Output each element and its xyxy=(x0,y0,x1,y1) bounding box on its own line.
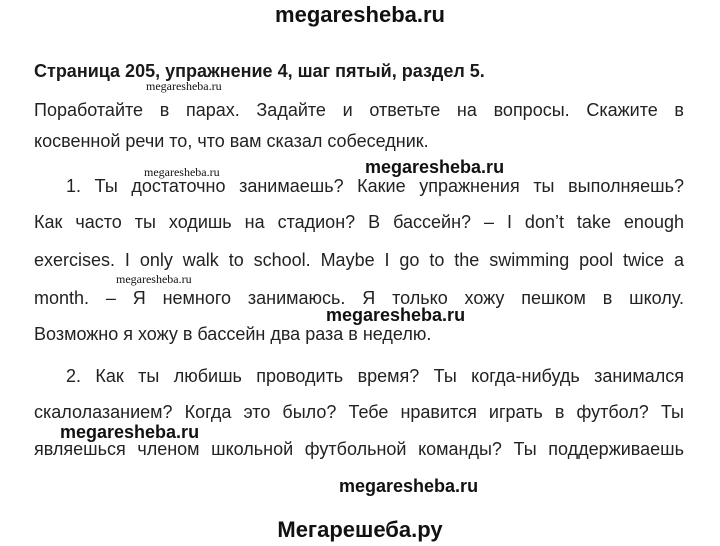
item-1-line-3: exercises. I only walk to school. Maybe I go to the swimming pool twice a xyxy=(34,250,684,270)
watermark-small-3: megaresheba.ru xyxy=(116,272,192,286)
watermark-large-3: megaresheba.ru xyxy=(60,422,200,442)
site-header: megaresheba.ru xyxy=(275,2,445,27)
watermark-large-2: megaresheba.ru xyxy=(326,305,466,325)
watermark-large-1: megaresheba.ru xyxy=(365,157,505,177)
item-2-line-3: являешься членом школьной футбольной команды? Ты поддерживаешь xyxy=(34,439,684,459)
site-footer: Мегарешеба.ру xyxy=(277,517,443,542)
item-1-line-2: Как часто ты ходишь на стадион? В бассейн? – I don’t take enough xyxy=(34,212,684,232)
instruction-line-2: косвенной речи то, что вам сказал собеседник. xyxy=(34,131,429,151)
item-2-line-2: скалолазанием? Когда это было? Тебе нравится играть в футбол? Ты xyxy=(34,402,684,422)
item-2-line-1: 2. Как ты любишь проводить время? Ты когда-нибудь занимался xyxy=(66,366,684,386)
item-1-line-5: Возможно я хожу в бассейн два раза в неделю. xyxy=(34,324,432,344)
watermark-small-1: megaresheba.ru xyxy=(146,79,222,93)
item-1-line-1: 1. Ты достаточно занимаешь? Какие упражнения ты выполняешь? xyxy=(66,176,684,196)
instruction-line-1: Поработайте в парах. Задайте и ответьте на вопросы. Скажите в xyxy=(34,100,684,120)
exercise-title: Страница 205, упражнение 4, шаг пятый, раздел 5. xyxy=(34,61,485,81)
item-1-line-4: month. – Я немного занимаюсь. Я только хожу пешком в школу. xyxy=(34,288,684,308)
watermark-small-2: megaresheba.ru xyxy=(144,165,220,179)
watermark-large-4: megaresheba.ru xyxy=(339,476,479,496)
